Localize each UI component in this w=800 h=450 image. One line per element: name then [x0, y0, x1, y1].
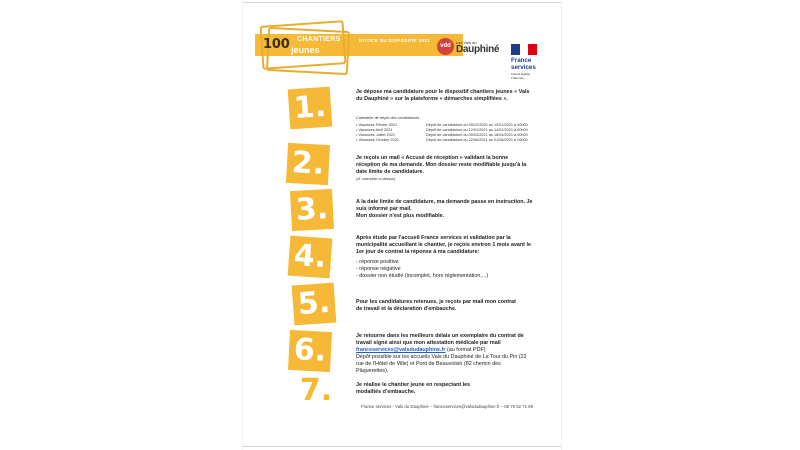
notice-title: NOTICE DU DISPOSITIF 2021	[359, 38, 431, 43]
step3-text: A la date limite de candidature, ma demande passe en instruction. Je suis informé par mail.	[356, 199, 533, 213]
step6-format: (au format PDF)	[445, 347, 486, 354]
calendar-row	[356, 133, 546, 137]
step3-text-2: Mon dossier n'est plus modifiable.	[356, 213, 445, 219]
step-number-7: 7.	[299, 373, 333, 408]
logo-chantiers-label: CHANTIERS	[297, 36, 341, 43]
top-border	[243, 2, 561, 3]
step2-note: (cf. calendrier ci-dessus)	[356, 177, 396, 181]
step-number-5: 5.	[292, 283, 337, 326]
calendar-period: • Vacances Avril 2021	[356, 128, 393, 132]
vdd-logo-name: Dauphiné	[456, 44, 500, 55]
calendar-row	[356, 123, 546, 127]
answer-negative: - réponse négative	[356, 266, 401, 272]
step2-text: Je reçois un mail « Accusé de réception » validant la bonne réception de ma demande. Mon dossier reste modifiable jusqu'à la date limite de candidature.	[356, 155, 527, 176]
france-services-logo: France services	[511, 57, 536, 71]
chantiers-jeunes-logo	[255, 21, 351, 73]
step5-text: Pour les candidatures retenues, je reçois par mail mon contrat de travail et la déclaration d'embauche.	[356, 299, 516, 313]
step6-block	[356, 333, 534, 355]
step7-text: Je réalise le chantier jeune en respectant les modalités d'embauche.	[356, 382, 471, 396]
calendar-dates: Dépôt de candidature du 22/06/2021 au 01/08/2021 à 00h00	[426, 138, 528, 142]
step6-deposit: Dépôt possible sur les accueils Vals du Dauphiné de La Tour du Pin (22 rue de l'Hôtel de Ville) et Pont de Beauvoisin (82 chemin des Pâquerettes).	[356, 354, 527, 375]
notice-page	[242, 0, 562, 450]
answer-not-studied: - dossier non étudié (incomplet, hors réglementation,...)	[356, 273, 489, 279]
step-number-3: 3.	[290, 189, 334, 231]
step1-text: Je dépose ma candidature pour le dispositif chantiers jeunes « Vals du Dauphiné » sur la plateforme « démarches simplifiées ».	[356, 89, 530, 103]
france-services-email-link[interactable]: franceservices@valsdudauphine.fr	[356, 347, 446, 354]
bottom-border	[243, 446, 561, 447]
logo-jeunes-label: jeunes	[291, 45, 320, 55]
step-number-2: 2.	[286, 143, 330, 185]
vdd-logo-icon: vdd	[437, 38, 454, 55]
answer-positive: - réponse positive	[356, 259, 399, 265]
calendar-dates: Dépôt de candidature du 12/01/2021 au 14/02/2021 à 00h00	[426, 128, 528, 132]
calendar-dates: Dépôt de candidature du 09/03/2021 au 18/04/2021 à 00h00	[426, 133, 528, 137]
step4-text: Après étude par l'accueil France services et validation par la municipalité accueillant le chantier, je reçois environ 1 mois avant le 1er jour de contrat la réponse à ma candidature:	[356, 235, 531, 256]
step-number-4: 4.	[288, 236, 333, 279]
calendar-period: • Vacances Février 2021	[356, 123, 398, 127]
step6-text: Je retourne dans les meilleurs délais un exemplaire du contrat de travail signé ainsi que mon attestation médicale par mail	[356, 333, 524, 347]
calendar-period: • Vacances Octobre 2021	[356, 138, 399, 142]
calendar-period: • Vacances Juillet 2021	[356, 133, 396, 137]
step-number-6: 6.	[288, 330, 332, 372]
calendar-dates: Dépôt de candidature du 09/12/2020 au 10/01/2021 à 00h00	[426, 123, 528, 127]
france-services-caption: Liberté Égalité Fraternité	[511, 72, 531, 80]
footer-contact: France services - Vals du Dauphiné – franceservices@valsdudauphine.fr – 06 76 52 71 99	[361, 404, 533, 409]
french-flag-icon	[511, 44, 537, 55]
calendar-title: Calendrier de dépôt des candidatures :	[356, 116, 422, 120]
step-number-1: 1.	[288, 87, 333, 130]
calendar-row	[356, 138, 546, 142]
calendar-row	[356, 128, 546, 132]
vdd-logo-small: Les Vals du	[456, 40, 477, 45]
logo-number: 100	[263, 37, 290, 52]
